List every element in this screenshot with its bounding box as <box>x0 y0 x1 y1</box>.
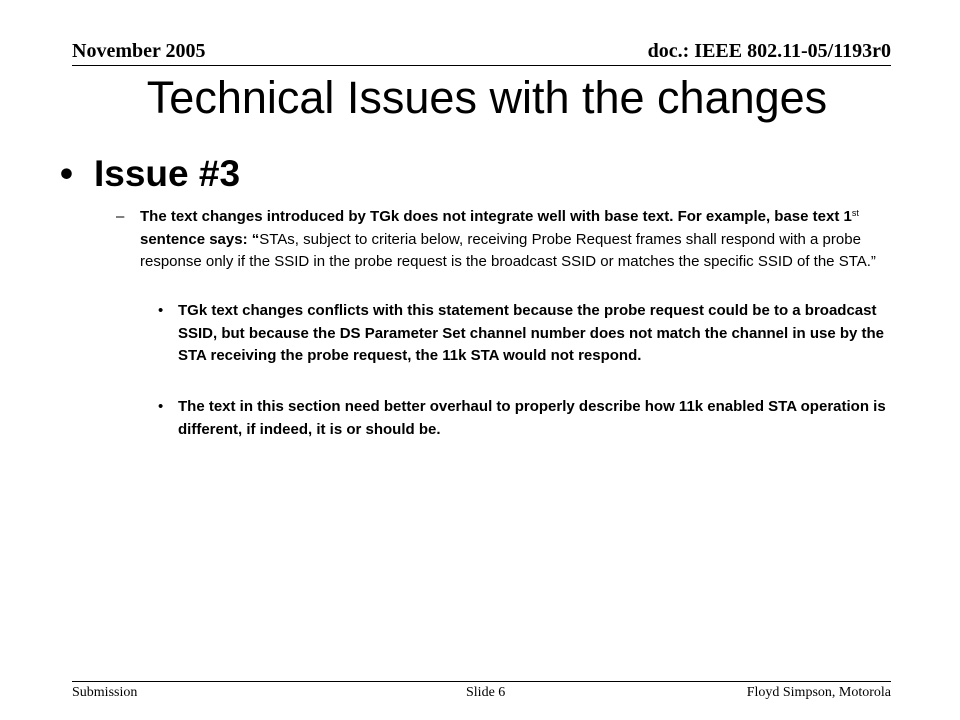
slide-title: Technical Issues with the changes <box>146 72 828 123</box>
dash-item-bold-intro: The text changes introduced by TGk does not integrate well with base text. For example, base text 1 <box>140 208 852 225</box>
dash-item-bold-says: sentence says: “ <box>140 230 260 248</box>
sub-list-item-text: TGk text changes conflicts with this statement because the probe request could be to a broadcast SSID, but because the DS Parameter Set channel number does not match the channel in use by the STA receiving the probe request, the 11k STA would not respond. <box>178 302 885 364</box>
footer-slide-number: Slide 6 <box>466 685 506 700</box>
sub-list-item <box>158 300 908 368</box>
header-doc-id: doc.: IEEE 802.11-05/1193r0 <box>647 40 891 62</box>
issue-heading <box>60 152 240 196</box>
footer-submission: Submission <box>72 685 138 700</box>
footer-rule <box>72 681 891 682</box>
header-rule <box>72 65 891 66</box>
issue-heading-text: Issue #3 <box>94 153 241 194</box>
dash-item-superscript: st <box>851 208 859 218</box>
header-date: November 2005 <box>72 40 206 62</box>
bullet-icon: • <box>158 398 164 415</box>
sub-list-item-text: The text in this section need better overhaul to properly describe how 11k enabled STA operation is different, if indeed, it is or should be. <box>178 398 886 438</box>
footer-author: Floyd Simpson, Motorola <box>746 685 891 700</box>
sub-list-item <box>158 396 908 441</box>
dash-item-quote: STAs, subject to criteria below, receiving Probe Request frames shall respond with a probe response only if the SSID in the probe request is the broadcast SSID or matches the specific SSID of the STA.” <box>140 230 876 270</box>
dash-marker: – <box>116 208 125 225</box>
dash-list-item <box>116 206 910 274</box>
bullet-icon: • <box>60 153 73 194</box>
bullet-icon: • <box>158 302 164 319</box>
